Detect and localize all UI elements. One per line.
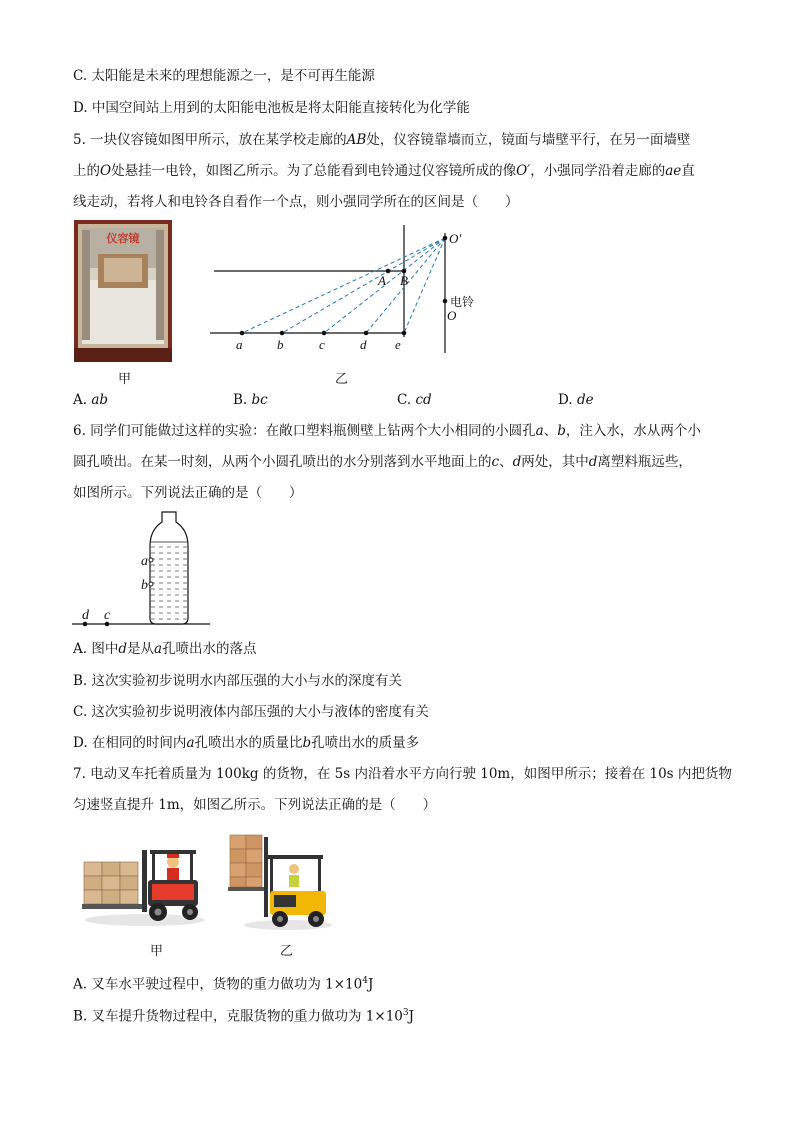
label-B: B [400,273,408,288]
q5-var-o: O [100,163,112,179]
q7-option-b [73,1004,414,1026]
q5-text: 直 [681,163,695,179]
option-label: C. [397,392,412,408]
mirror-title: 仪容镜 [106,232,140,245]
q6-text: 孔喷出水的落点 [162,641,257,657]
q5-option-d [558,391,594,409]
q5-text: 上的 [73,163,100,179]
q5-text: 5. 一块仪容镜如图甲所示，放在某学校走廊的 [73,132,347,148]
q5-ray-diagram [200,225,480,365]
label-c: c [319,337,325,352]
q5-var-ae: ae [665,163,682,179]
q7-text: B. 叉车提升货物过程中，克服货物的重力做功为 1×10 [73,1008,403,1025]
q6-stem-line1 [73,422,701,440]
q5-text: ，小强同学沿着走廊的 [530,163,666,179]
label-A: A [378,273,386,288]
q5-option-a [73,391,108,409]
label-Oprime: O′ [449,231,462,246]
q5-option-b [233,391,268,409]
label-d: d [360,337,367,352]
q5-stem-line2 [73,162,695,180]
label-b: b [277,337,284,352]
q6-text: ，注入水，水从两个小 [565,423,701,439]
q7-caption-jia: 甲 [150,944,164,959]
q6-text: 孔喷出水的质量多 [311,735,420,751]
q5-stem-line3: 线走动，若将人和电铃各自看作一个点，则小强同学所在的区间是（ ） [73,194,519,210]
q7-caption-yi: 乙 [280,944,294,959]
q6-text: 圆孔喷出。在某一时刻，从两个小圆孔喷出的水分别落到水平地面上的 [73,454,492,470]
q6-var-b: b [302,735,312,751]
q6-option-b: B. 这次实验初步说明水内部压强的大小与水的深度有关 [73,673,403,689]
q6-option-d [73,734,419,752]
label-c: c [104,608,111,623]
q7-option-a [73,972,373,994]
q4-option-d: D. 中国空间站上用到的太阳能电池板是将太阳能直接转化为化学能 [73,100,470,116]
q7-text: J [367,976,374,993]
q7-text: J [408,1008,415,1025]
q4-option-c: C. 太阳能是未来的理想能源之一，是不可再生能源 [73,68,375,84]
hole-b [149,582,153,586]
q6-var-d: d [588,454,598,470]
q6-var-c: c [491,454,500,470]
label-b: b [141,578,148,593]
option-text: de [576,392,594,408]
q5-mirror-photo [74,220,172,362]
q6-var-d: d [512,454,522,470]
q6-var-a: a [535,423,544,439]
q7-exponent: 3 [402,1008,409,1018]
option-text: bc [251,392,268,408]
q6-text: 6. 同学们可能做过这样的实验：在敞口塑料瓶侧壁上钻两个大小相同的小圆孔 [73,423,536,439]
label-d: d [82,608,89,623]
q6-option-c: C. 这次实验初步说明液体内部压强的大小与液体的密度有关 [73,704,429,720]
q6-text: A. 图中 [73,641,119,657]
label-bell: 电铃 [450,295,475,309]
q6-text: 是从 [127,641,154,657]
q5-caption-yi: 乙 [335,372,349,387]
q5-option-c [397,391,432,409]
q7-forklift-jia [80,840,210,932]
q6-var-b: b [557,423,566,439]
option-label: A. [73,392,88,408]
label-e: e [395,337,401,352]
q7-exponent: 4 [362,976,368,986]
q7-stem-line1: 7. 电动叉车托着质量为 100kg 的货物，在 5s 内沿着水平方向行驶 10m，如图甲所示；接着在 10s 内把货物 [73,766,732,782]
q6-text: D. 在相同的时间内 [73,735,187,751]
q6-stem-line3: 如图所示。下列说法正确的是（ ） [73,485,303,501]
q5-stem-line1 [73,131,690,149]
option-text: ab [91,392,109,408]
water-fill [151,542,187,623]
q6-var-a: a [186,735,195,751]
q5-text: 处，仪容镜靠墙而立，镜面与墙壁平行，在另一面墙壁 [366,132,691,148]
q6-text: 、 [543,423,558,439]
option-text: cd [415,392,432,408]
q6-text: 、 [499,454,513,470]
label-O: O [447,308,457,323]
q6-bottle-diagram [70,508,220,633]
q6-text: 离塑料瓶远些， [597,454,692,470]
q6-text: 孔喷出水的质量比 [194,735,303,751]
q7-forklift-yi [228,833,333,933]
q7-stem-line2: 匀速竖直提升 1m，如图乙所示。下列说法正确的是（ ） [73,797,437,813]
label-a: a [141,554,148,569]
label-a: a [236,337,243,352]
option-label: D. [558,392,573,408]
hole-a [149,558,153,562]
q6-option-a [73,640,257,658]
q5-caption-jia: 甲 [118,372,132,387]
q5-var-oprime: O′ [516,163,531,179]
q6-text: 两处，其中 [521,454,589,470]
option-label: B. [233,392,248,408]
q6-var-a: a [154,641,163,657]
q5-text: 处悬挂一电铃，如图乙所示。为了总能看到电铃通过仪容镜所成的像 [111,163,517,179]
q6-var-d: d [118,641,127,657]
q7-text: A. 叉车水平驶过程中，货物的重力做功为 1×10 [73,976,363,993]
q5-var-ab: AB [346,132,367,148]
dashed-rays [242,238,445,333]
q6-stem-line2 [73,453,692,471]
